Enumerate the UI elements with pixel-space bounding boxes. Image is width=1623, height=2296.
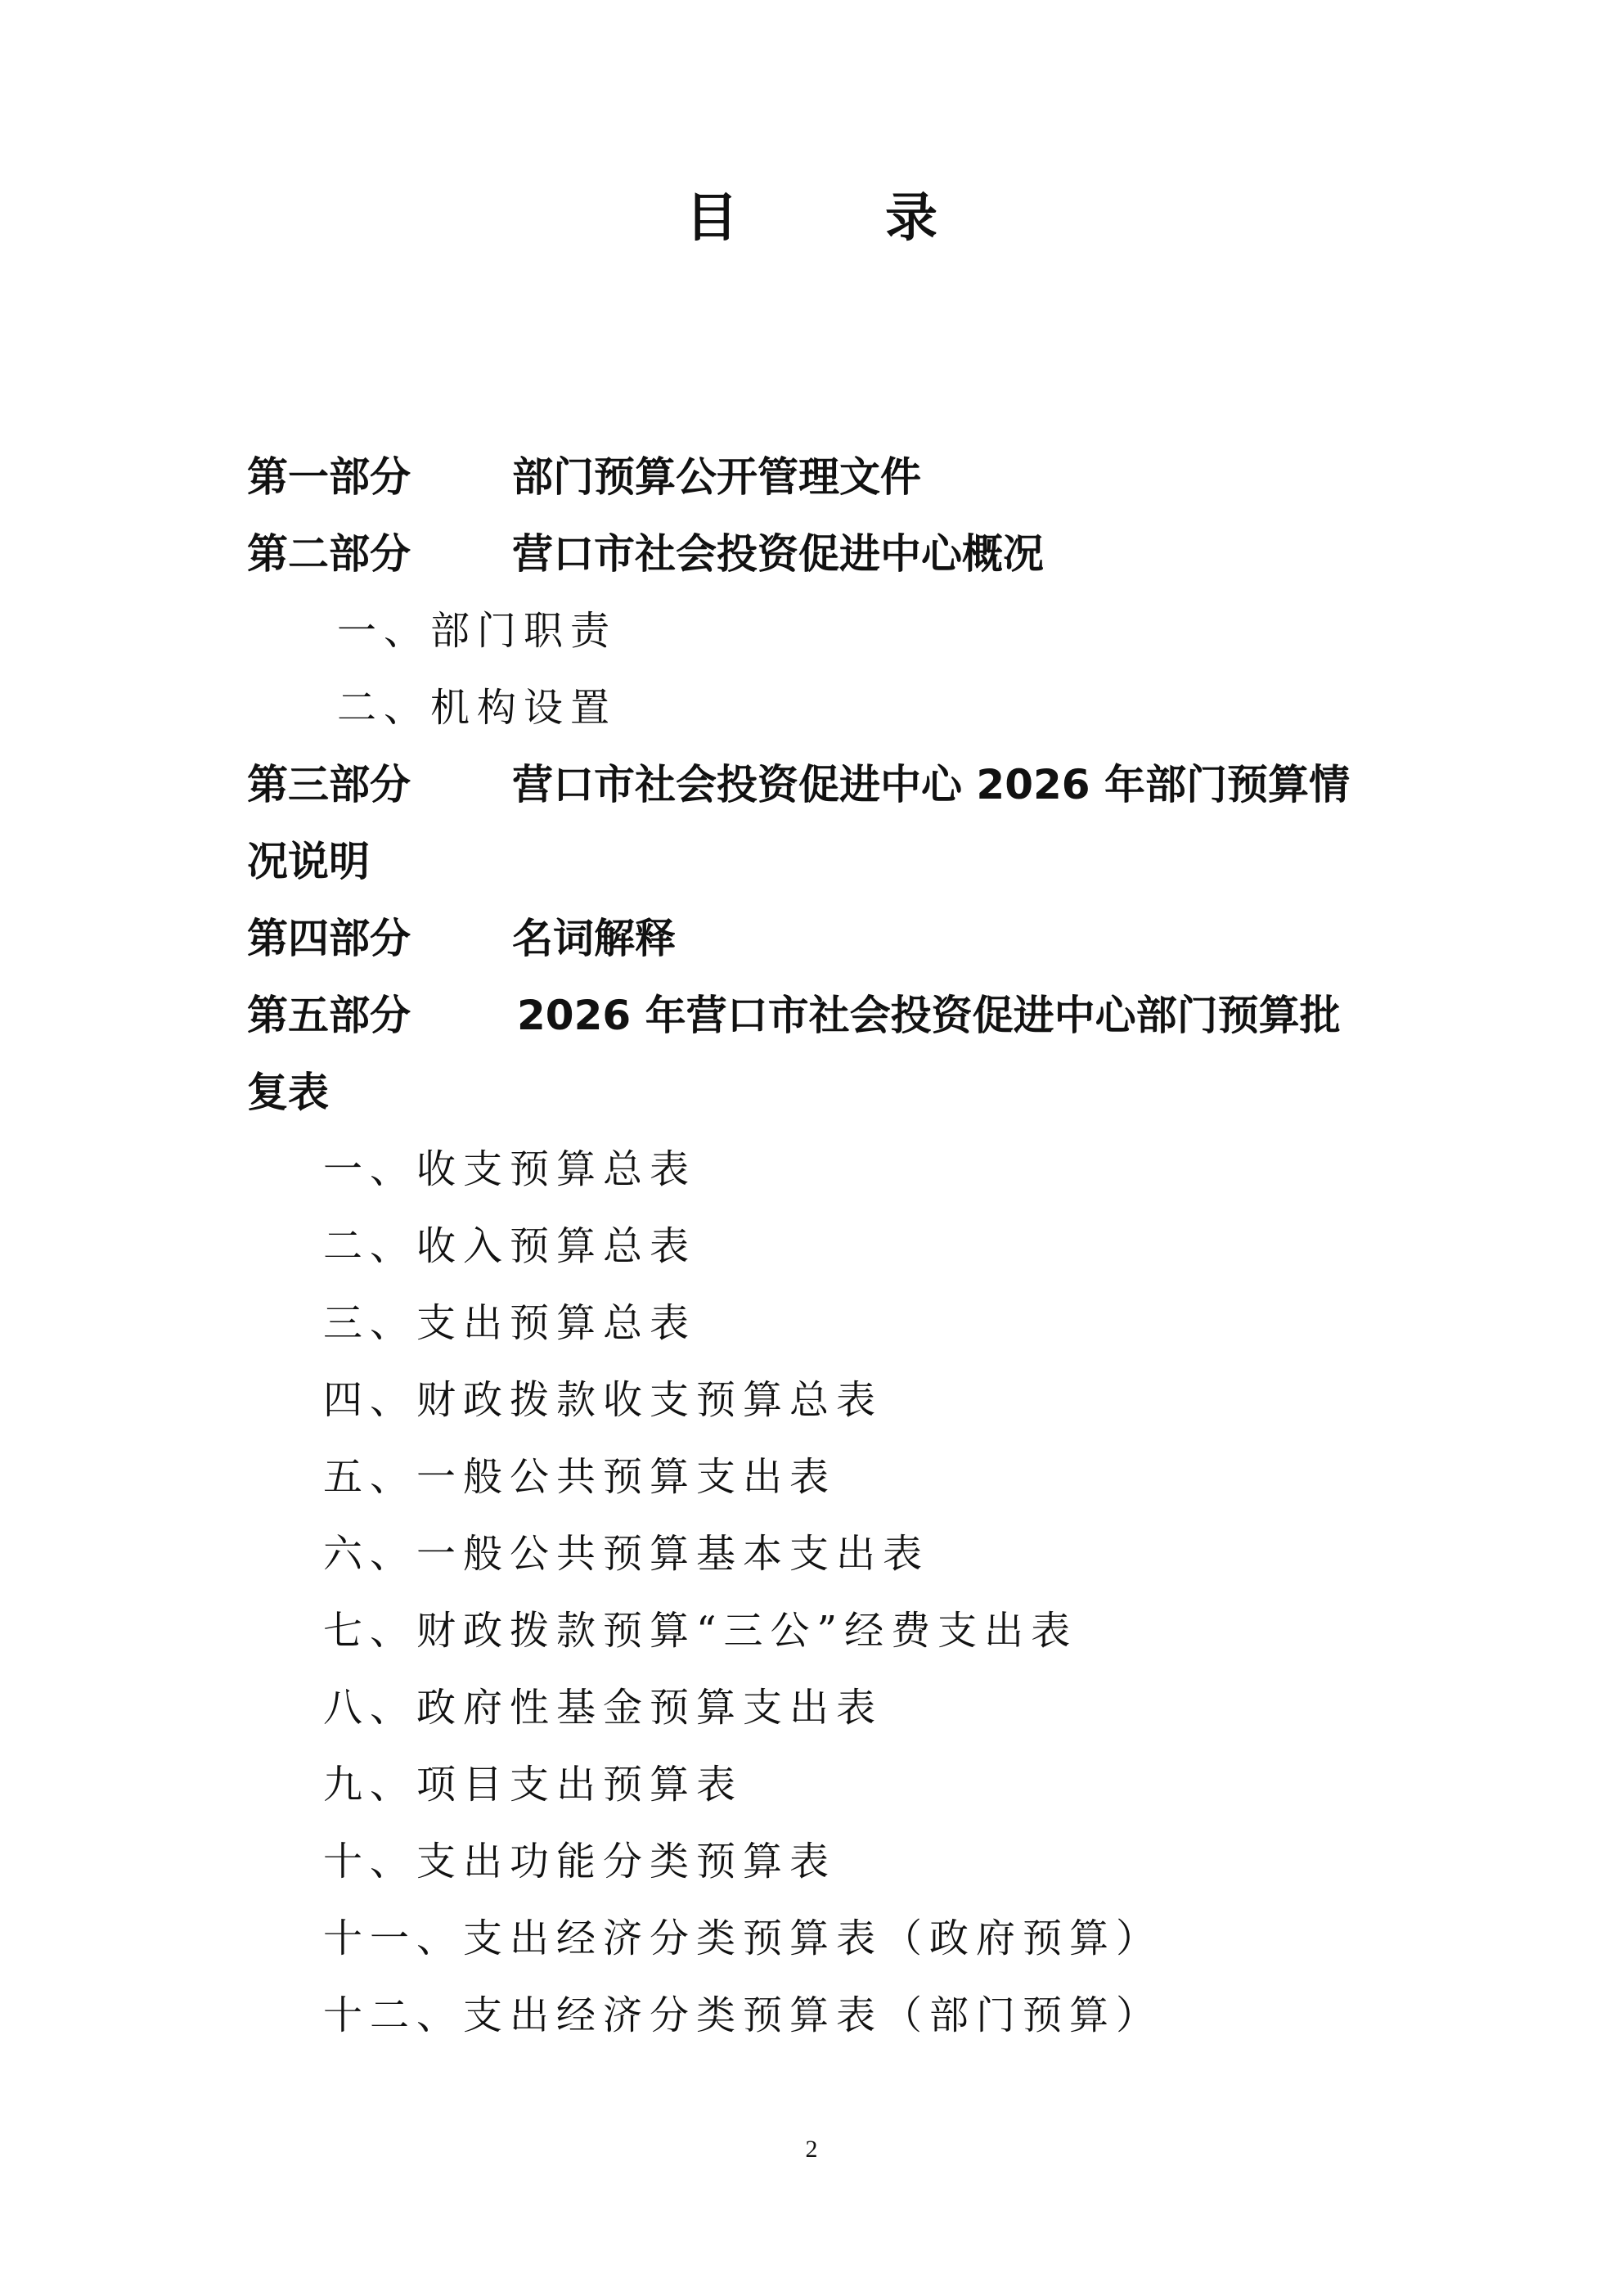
part-label: 第五部分	[247, 992, 411, 1039]
toc-part-3[interactable]	[247, 746, 1392, 900]
title-char-2: 录	[885, 188, 937, 249]
toc-subitem[interactable]: 八、政府性基金预算支出表	[323, 1685, 883, 1731]
toc-subitem[interactable]: 二、机构设置	[337, 685, 618, 731]
toc-subitem[interactable]: 七、财政拨款预算“三公”经费支出表	[323, 1608, 1078, 1654]
toc-subitem[interactable]: 十、支出功能分类预算表	[323, 1839, 837, 1884]
part-title: 名词解释	[512, 915, 676, 962]
toc-subitem[interactable]: 三、支出预算总表	[323, 1300, 697, 1346]
toc-subitem[interactable]: 十二、支出经济分类预算表（部门预算）	[323, 1992, 1163, 2038]
toc-subitem[interactable]: 五、一般公共预算支出表	[323, 1454, 837, 1500]
toc-subitem[interactable]: 六、一般公共预算基本支出表	[323, 1531, 930, 1577]
toc-subitem[interactable]: 一、收支预算总表	[323, 1146, 697, 1192]
part-title: 营口市社会投资促进中心 2026 年部门预算情	[512, 761, 1350, 808]
toc-subitem[interactable]: 十一、支出经济分类预算表（政府预算）	[323, 1916, 1163, 1961]
part-title: 营口市社会投资促进中心概况	[512, 530, 1044, 578]
toc-subitem[interactable]: 一、部门职责	[337, 608, 618, 654]
part-title: 2026 年营口市社会投资促进中心部门预算批	[517, 992, 1341, 1039]
part-title: 部门预算公开管理文件	[512, 453, 921, 501]
toc-subitem[interactable]: 二、收入预算总表	[323, 1223, 697, 1269]
part-label: 第一部分	[247, 453, 411, 501]
part-title-continuation: 复表	[247, 1069, 329, 1116]
part-title-continuation: 况说明	[247, 838, 370, 885]
page-number: 2	[805, 2136, 818, 2163]
part-label: 第四部分	[247, 915, 411, 962]
toc-part-5[interactable]	[247, 977, 1392, 1131]
toc-part-4[interactable]	[247, 900, 1392, 977]
page-title	[0, 188, 1623, 249]
part-label: 第三部分	[247, 761, 411, 808]
toc-subitem[interactable]: 四、财政拨款收支预算总表	[323, 1377, 883, 1423]
toc-subitem[interactable]: 九、项目支出预算表	[323, 1762, 744, 1808]
title-char-1: 目	[686, 188, 738, 249]
toc-part-2[interactable]	[247, 515, 1392, 592]
part-label: 第二部分	[247, 530, 411, 578]
toc-part-1[interactable]	[247, 439, 1392, 515]
table-of-contents	[247, 439, 1392, 2054]
